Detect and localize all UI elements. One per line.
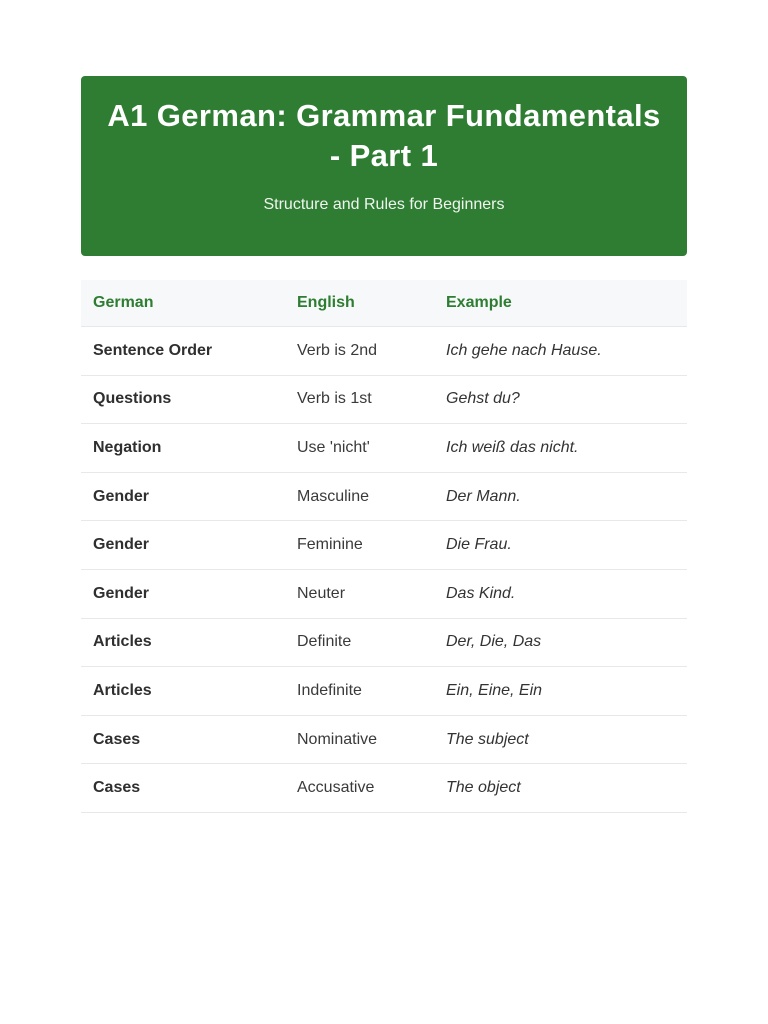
table-row [81,715,687,764]
table-header-row [81,280,687,327]
german-cell: Questions [81,375,285,424]
example-cell: Ich weiß das nicht. [434,424,687,473]
english-cell: Masculine [285,472,434,521]
english-cell: Verb is 1st [285,375,434,424]
column-header-example: Example [434,280,687,327]
english-cell: Accusative [285,764,434,813]
table-row [81,667,687,716]
german-cell: Gender [81,569,285,618]
german-cell: Articles [81,667,285,716]
german-cell: Cases [81,715,285,764]
column-header-english: English [285,280,434,327]
example-cell: Das Kind. [434,569,687,618]
table-row [81,327,687,376]
table-row [81,764,687,813]
german-cell: Gender [81,472,285,521]
table-row [81,569,687,618]
grammar-table [81,280,687,813]
example-cell: The subject [434,715,687,764]
example-cell: Der Mann. [434,472,687,521]
table-row [81,521,687,570]
example-cell: The object [434,764,687,813]
table-row [81,472,687,521]
german-cell: Articles [81,618,285,667]
german-cell: Sentence Order [81,327,285,376]
title-banner [81,76,687,256]
page-subtitle: Structure and Rules for Beginners [263,196,505,213]
example-cell: Ich gehe nach Hause. [434,327,687,376]
table-header [81,280,687,327]
english-cell: Feminine [285,521,434,570]
page-title: A1 German: Grammar Fundamentals - Part 1 [107,98,661,173]
german-cell: Negation [81,424,285,473]
example-cell: Gehst du? [434,375,687,424]
english-cell: Verb is 2nd [285,327,434,376]
english-cell: Definite [285,618,434,667]
german-cell: Gender [81,521,285,570]
table-body [81,327,687,813]
english-cell: Use 'nicht' [285,424,434,473]
example-cell: Der, Die, Das [434,618,687,667]
table-row [81,618,687,667]
german-cell: Cases [81,764,285,813]
example-cell: Ein, Eine, Ein [434,667,687,716]
english-cell: Neuter [285,569,434,618]
english-cell: Indefinite [285,667,434,716]
example-cell: Die Frau. [434,521,687,570]
column-header-german: German [81,280,285,327]
english-cell: Nominative [285,715,434,764]
table-row [81,375,687,424]
table-row [81,424,687,473]
